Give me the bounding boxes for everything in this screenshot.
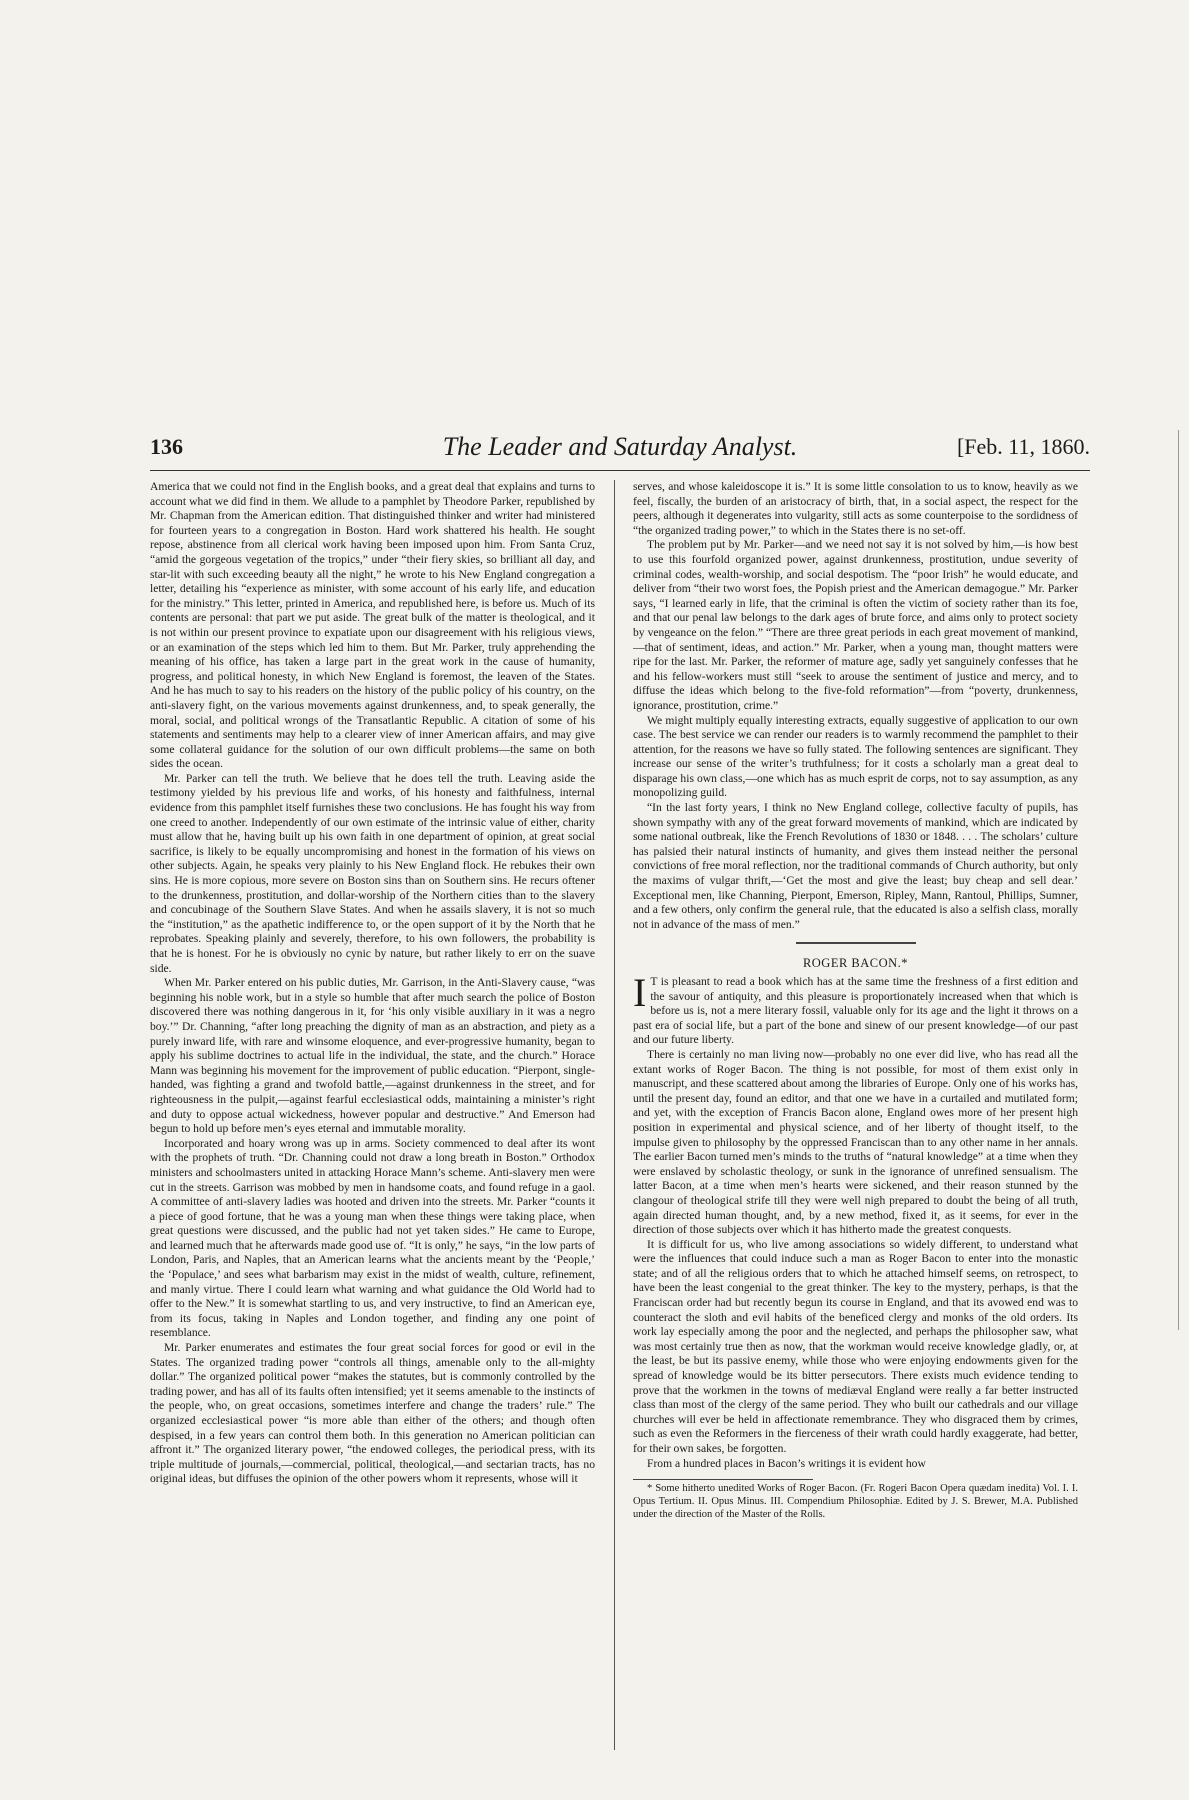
issue-date: [Feb. 11, 1860. [956,434,1090,459]
paragraph: America that we could not find in the English books, and a great deal that explains and turns to account what we did find in them. We allude to a pamphlet by Theodore Parker, republished by Mr. Chapman from the American edition. That distinguished thinker and writer had ministered for fourteen years to a congregation in Boston. Hard work shattered his health. He sought repose, abstinence from all clerical work having been imposed upon him. From Santa Cruz, “amid the gorgeous vegetation of the tropics,” under “their fiery skies, so brilliant all day, and star-lit with such exceeding beauty all the night,” he wrote to his New England congregation a letter, detailing his “experience as minister, with some account of his early life, and education for the ministry.” This letter, printed in America, and republished here, is before us. Much of its contents are personal: that part we put aside. The great bulk of the matter is theological, and it is not within our present province to expatiate upon our disagreement with his religious views, or an examination of the steps which led him to them. But Mr. Parker, truly apprehending the meaning of his office, has taken a large part in the great work in the cause of humanity, progress, and political honesty, in which New England is foremost, the leaven of the States. And he has much to say to his readers on the history of the public policy of his country, on the anti-slavery fight, on the various movements against drunkenness, and, to speak generally, the moral, social, and political wrongs of the Transatlantic Republic. A citation of some of his statements and sentiments may help to a clearer view of inner American affairs, and may give some collateral guidance for the solution of our own difficult problems—the same on both sides the ocean. [150,480,595,771]
paragraph: From a hundred places in Bacon’s writings it is evident how [647,1456,926,1470]
footnote: * Some hitherto unedited Works of Roger Bacon. (Fr. Rogeri Bacon Opera quædam inedita) Vol. I. I. Opus Tertium. II. Opus Minus. III. Compendium Philosophiæ. Edited by J. S. Brewer, M.A. Published under the direction of the Master of the Rolls. [633,1483,1078,1520]
drop-cap: I [633,970,647,1015]
page-edge-line [1178,430,1179,1330]
paragraph: serves, and whose kaleidoscope it is.” It is some little consolation to us to know, heavily as we feel, fiscally, the burden of an aristocracy of birth, that, in a social aspect, the respect for the peers, although it degenerates into vulgarity, still acts as some counterpoise to the sordidness of “the organized trading power,” to which in the States there is no set-off. [633,480,1078,537]
paragraph: Incorporated and hoary wrong was up in arms. Society commenced to deal after its wont with the prophets of truth. “Dr. Channing could not draw a long breath in Boston.” Orthodox ministers and schoolmasters united in attacking Horace Mann’s scheme. Anti-slavery men were cut in the streets. Garrison was mobbed by men in handsome coats, and found refuge in a gaol. A committee of anti-slavery ladies was hooted and driven into the streets. Mr. Parker “counts it a piece of good fortune, that he was a young man when these things were taking place, when great questions were discussed, and the public had not yet taken sides.” He came to Europe, and learned much that he afterwards made good use of. “It is only,” he says, “in the low parts of London, Paris, and Naples, that an American learns what the ancients meant by the ‘People,’ the ‘Populace,’ and sees what barbarism may exist in the midst of wealth, culture, refinement, and manly virtue. There I could learn what warning and what guidance the Old World had to offer to the New.” It is somewhat startling to us, and very instructive, to find an American eye, from its focus, taking in Naples and London together, and finding any one point of resemblance. [150,1136,595,1340]
right-column [633,480,1078,1760]
paragraph: There is certainly no man living now—probably no one ever did live, who has read all the extant works of Roger Bacon. The thing is not possible, for most of them exist only in manuscript, and these scattered about among the libraries of Europe. Only one of his works has, until the present day, found an editor, and that one we have in a curtailed and mutilated form; and yet, with the exception of Francis Bacon alone, England owes more of her present high position in experimental and physical science, and of her liberty of thought itself, to the impulse given to philosophy by the oppressed Franciscan than to any other name in her annals. The earlier Bacon turned men’s minds to the truths of “natural knowledge” at a time when they were enslaved by scholastic theology, or sunk in the ignorance of unrefined sensualism. The latter Bacon, at a time when men’s hearts were sickened, and their reason stunned by the clangour of theological strife till they were well nigh prepared to doubt the being of all truth, again directed human thought, and, by a new method, fixed it, as it seems, for ever in the direction of those subjects over which it has hitherto made the greatest conquests. [633,1047,1078,1237]
page-header [150,430,1090,471]
paragraph: When Mr. Parker entered on his public duties, Mr. Garrison, in the Anti-Slavery cause, “was beginning his noble work, but in a style so humble that after much search the police of Boston discovered there was nothing dangerous in it, for ‘his only visible auxiliary in it was a negro boy.’” Dr. Channing, “after long preaching the dignity of man as an abstraction, and piety as a purely inward life, with rare and winsome eloquence, and ever-progressive humanity, began to apply his sublime doctrines to actual life in the individual, the state, and the church.” Horace Mann was beginning his movement for the improvement of public education. “Pierpont, single-handed, was fighting a grand and twofold battle,—against drunkenness in the street, and for righteousness in the pulpit,—against fearful ecclesiastical odds, maintaining a minister’s right and duty to oppose actual wickedness, however popular and destructive.” And Emerson had begun to hold up before men’s eyes eternal and immutable morality. [150,976,595,1136]
column-divider [614,480,615,1750]
paragraph: Mr. Parker can tell the truth. We believe that he does tell the truth. Leaving aside the testimony yielded by his previous life and works, of his honesty and faithfulness, internal evidence from this pamphlet itself furnishes these two conclusions. He has fought his way from one creed to another. Independently of our own estimate of the intrinsic value of either, charity must allow that he, having built up his own faith in one department of opinion, at great social sacrifice, is likely to be equally uncompromising and honest in the formation of his views on other subjects. Again, he speaks very plainly to his New England flock. He rebukes their own sins. He is more copious, more severe on Boston sins than on Southern sins. He recurs oftener to the drunkenness, prostitution, and dollar-worship of the Northern cities than to the slavery and concubinage of the Southern Slave States. And when he assails slavery, it is not so much the “institution,” as the apathetic indifference to, or the open support of it by the North that he reprobates. Speaking plainly and severely, therefore, to his own followers, the probability is that he is honest. For he is obviously no cynic by nature, but rather likely to err on the suave side. [150,771,595,975]
running-title: The Leader and Saturday Analyst. [442,432,798,461]
paragraph-text: T is pleasant to read a book which has at the same time the freshness of a first edition and the savour of antiquity, and this pleasure is proportionately increased when that which is before us is, not a mere literary fossil, valuable only for its age and the light it throws on a past era of social life, but a part of the bone and sinew of our present knowledge—of our past and our future liberty. [633,975,1078,1047]
page-number: 136 [150,434,183,459]
section-separator [796,942,916,944]
left-column [150,480,595,1750]
article-title: ROGER BACON.* [802,956,909,971]
footnote-rule [633,1479,813,1480]
paragraph: It is difficult for us, who live among associations so widely different, to understand what were the influences that could induce such a man as Roger Bacon to enter into the monastic state; and of all the religious orders that to which he attached himself seems, on retrospect, to have been the least congenial to the great thinker. The key to the mystery, perhaps, is that the Franciscan order had but recently begun its course in England, and that its avowed end was to counteract the sloth and evil habits of the beneficed clergy and monks of the old orders. Its work lay especially among the poor and the neglected, and perhaps the philosopher saw, what was most certainly true then as now, that the workman would receive knowledge gladly, or, at the least, be but its passive enemy, while those who were enjoying endowments given for the spread of knowledge would be its bitter persecutors. There exists much evidence tending to prove that the workmen in the towns of mediæval England were really a far better instructed class than most of the clergy of the same period. They who built our cathedrals and our village churches will ever be held in affectionate remembrance. They who disgraced them by crimes, such as even the Reformers in the fierceness of their wrath could hardly exaggerate, had better, for their own sakes, be forgotten. [633,1237,1078,1455]
paragraph: Mr. Parker enumerates and estimates the four great social forces for good or evil in the States. The organized trading power “controls all things, amenable only to the all-mighty dollar.” The organized political power “makes the statutes, but is commonly controlled by the trading power, and has all of its faults often intensified; yet it seems amenable to the instincts of the people, who, on great occasions, sometimes interfere and change the traders’ rule.” The organized ecclesiastical power “is more able than either of the others; and though often despised, in a few years can control them both. In this generation no American politician can affront it.” The organized literary power, “the endowed colleges, the periodical press, with its triple multitude of journals,—commercial, political, theological,—and sectarian tracts, has no original ideas, but diffuses the opinion of the other powers whom it represents, whose will it [150,1341,595,1486]
article-first-paragraph [633,970,1078,1048]
quotation: “In the last forty years, I think no New England college, collective faculty of pupils, has shown sympathy with any of the great forward movements of mankind, which are indicated by some national outbreak, like the French Revolutions of 1830 or 1848. . . . The scholars’ culture has palsied their natural instincts of humanity, and gives them instead neither the personal convictions of free moral reflection, nor the traditional commands of Church authority, but only the maxims of vulgar thrift,—‘Get the most and give the least; buy cheap and sell dear.’ Exceptional men, like Channing, Pierpont, Emerson, Ripley, Mann, Rantoul, Phillips, Sumner, and a few others, only confirm the general rule, that the educated is also a selfish class, morally not in advance of the mass of men.” [633,801,1078,931]
paragraph: The problem put by Mr. Parker—and we need not say it is not solved by him,—is how best to use this fourfold organized power, against drunkenness, prostitution, undue severity of criminal codes, wealth-worship, and social despotism. The “poor Irish” he would educate, and deliver from “their two worst foes, the Popish priest and the American demagogue.” Mr. Parker says, “I learned early in life, that the criminal is often the victim of society rather than its foe, and that our penal law belongs to the dark ages of brute force, and aims only to protect society by vengeance on the felon.” “There are three great periods in each great movement of mankind,—that of sentiment, ideas, and action.” Mr. Parker, when a young man, thought matters were ripe for the last. Mr. Parker, the reformer of mature age, sadly yet sanguinely confesses that he and his fellow-workers must still “seek to arouse the sentiment of justice and mercy, and to diffuse the ideas which belong to the five-fold reformation”—from “poverty, drunkenness, ignorance, prostitution, crime.” [633,538,1078,712]
paragraph: We might multiply equally interesting extracts, equally suggestive of application to our own case. The best service we can render our readers is to warmly recommend the pamphlet to their attention, for the reasons we have so fully stated. The following sentences are significant. They increase our sense of the writer’s truthfulness; for it costs a scholarly man a great deal to disparage his own class,—one which has as much esprit de corps, not to say assumption, as any monopolizing guild. [633,713,1078,800]
